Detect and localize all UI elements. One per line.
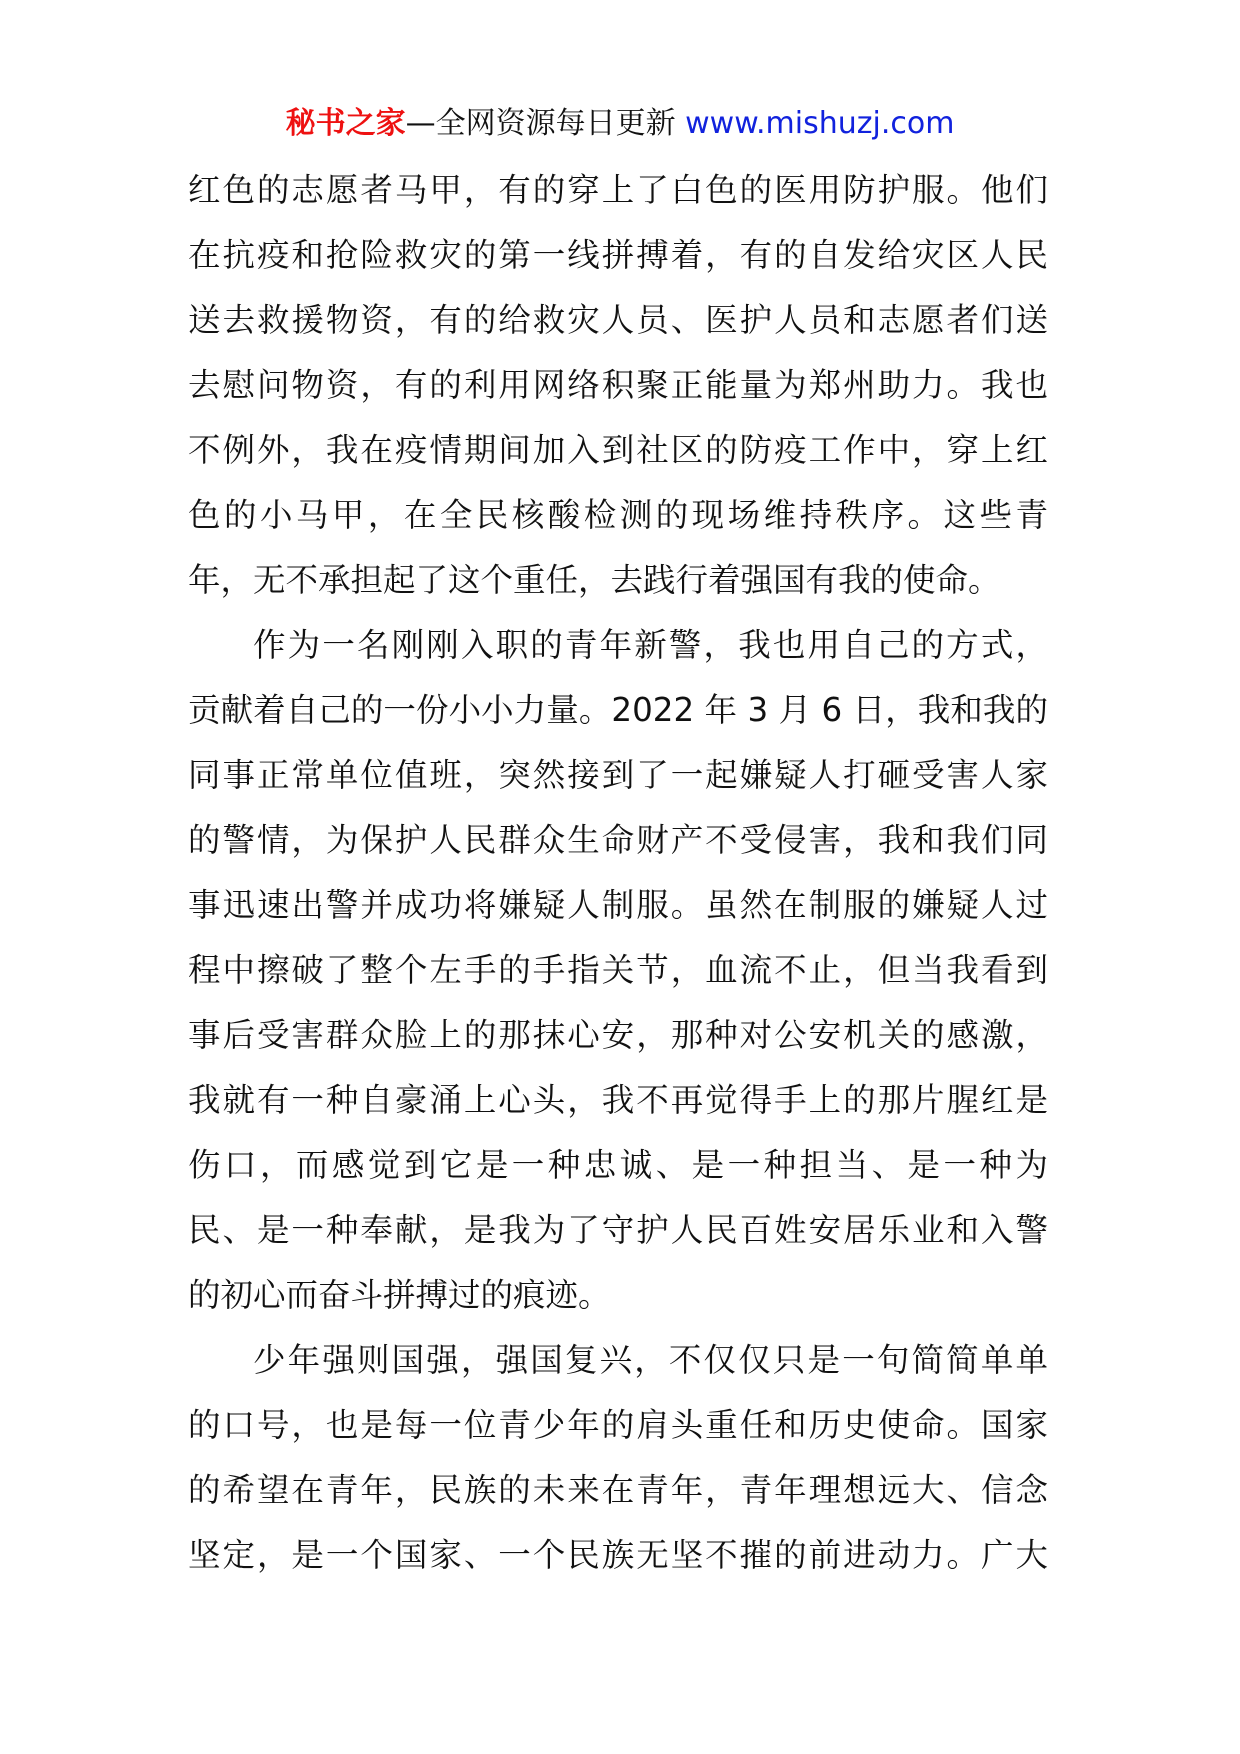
document-body xyxy=(188,158,1048,1588)
text-line: 的口号，也是每一位青少年的肩头重任和历史使命。国家 xyxy=(188,1406,1048,1444)
text-line: 在抗疫和抢险救灾的第一线拼搏着，有的自发给灾区人民 xyxy=(188,236,1048,274)
text-line: 的初心而奋斗拼搏过的痕迹。 xyxy=(188,1276,611,1314)
paragraph-first-line: 作为一名刚刚入职的青年新警，我也用自己的方式， xyxy=(253,626,1048,664)
text-line: 色的小马甲，在全民核酸检测的现场维持秩序。这些青 xyxy=(188,496,1048,534)
text-line: 不例外，我在疫情期间加入到社区的防疫工作中，穿上红 xyxy=(188,431,1048,469)
text-line: 事迅速出警并成功将嫌疑人制服。虽然在制服的嫌疑人过 xyxy=(188,886,1048,924)
text-line: 民、是一种奉献，是我为了守护人民百姓安居乐业和入警 xyxy=(188,1211,1048,1249)
text-line: 坚定，是一个国家、一个民族无坚不摧的前进动力。广大 xyxy=(188,1536,1048,1574)
paragraph-first-line: 少年强则国强，强国复兴，不仅仅只是一句简简单单 xyxy=(253,1341,1048,1379)
text-line: 伤口，而感觉到它是一种忠诚、是一种担当、是一种为 xyxy=(188,1146,1048,1184)
text-line: 去慰问物资，有的利用网络积聚正能量为郑州助力。我也 xyxy=(188,366,1048,404)
text-line: 送去救援物资，有的给救灾人员、医护人员和志愿者们送 xyxy=(188,301,1048,339)
brand-name: 秘书之家 xyxy=(285,106,406,141)
header-tagline: —全网资源每日更新 xyxy=(405,106,676,141)
text-line: 红色的志愿者马甲，有的穿上了白色的医用防护服。他们 xyxy=(188,171,1048,209)
text-line: 事后受害群众脸上的那抹心安，那种对公安机关的感激， xyxy=(188,1016,1048,1054)
text-line: 程中擦破了整个左手的手指关节，血流不止，但当我看到 xyxy=(188,951,1048,989)
page-header xyxy=(0,102,1240,146)
text-line: 我就有一种自豪涌上心头，我不再觉得手上的那片腥红是 xyxy=(188,1081,1048,1119)
text-line: 贡献着自己的一份小小力量。2022 年 3 月 6 日，我和我的 xyxy=(188,691,1048,729)
text-line: 同事正常单位值班，突然接到了一起嫌疑人打砸受害人家 xyxy=(188,756,1048,794)
website-url[interactable]: www.mishuzj.com xyxy=(685,106,955,141)
text-line: 的警情，为保护人民群众生命财产不受侵害，我和我们同 xyxy=(188,821,1048,859)
text-line: 的希望在青年，民族的未来在青年，青年理想远大、信念 xyxy=(188,1471,1048,1509)
text-line: 年，无不承担起了这个重任，去践行着强国有我的使命。 xyxy=(188,561,1001,599)
